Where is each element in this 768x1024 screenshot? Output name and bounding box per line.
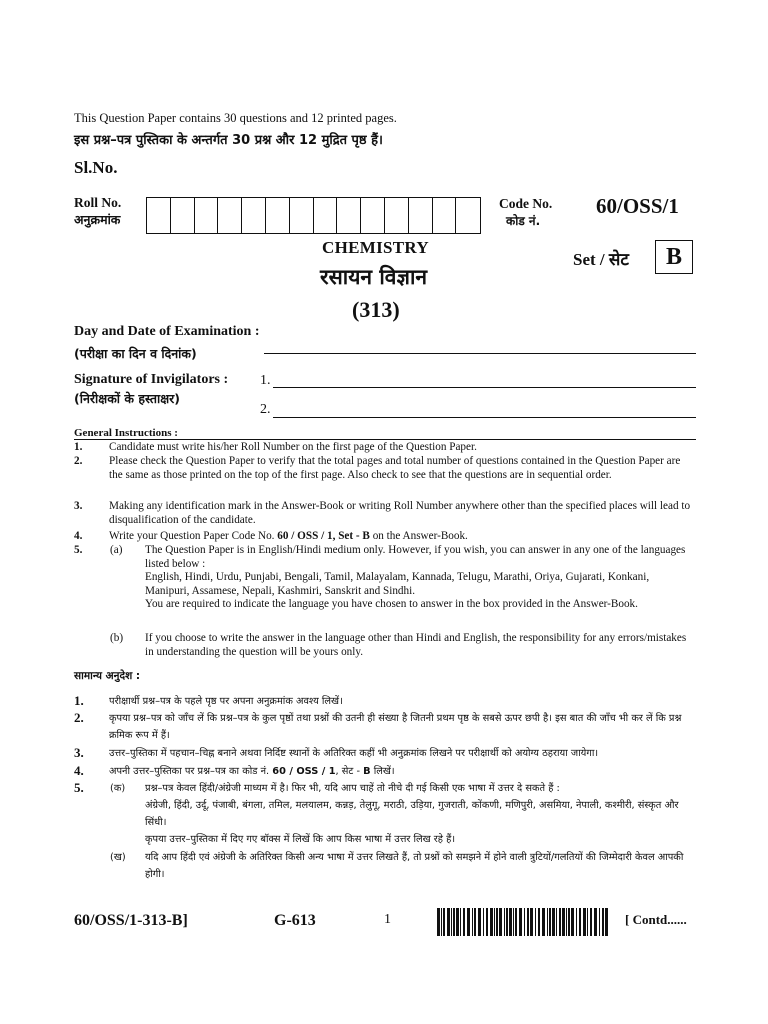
roll-number-box[interactable] bbox=[314, 198, 338, 233]
roll-number-box[interactable] bbox=[456, 198, 480, 233]
instruction-sub-label: (a) bbox=[110, 544, 123, 556]
pages-info-hindi: इस प्रश्न–पत्र पुस्तिका के अन्तर्गत 30 प्रश्न और 12 मुद्रित पृष्ठ हैं। bbox=[74, 133, 383, 148]
roll-number-box[interactable] bbox=[242, 198, 266, 233]
roll-number-label-hindi: अनुक्रमांक bbox=[74, 212, 121, 227]
instruction-number: 4. bbox=[74, 763, 84, 778]
instruction-text: कृपया प्रश्न–पत्र को जाँच लें कि प्रश्न–पत्र के कुल पृष्ठों तथा प्रश्नों की उतनी ही संख्या है जितनी प्रथम पृष्ठ के सबसे ऊपर छपी है। इस बात की जाँच भी कर लें कि प्रश्न क्रमिक रूप में हैं। bbox=[109, 713, 682, 741]
hindi-instruction-subitem bbox=[74, 849, 696, 883]
instruction-text: उत्तर–पुस्तिका में पहचान–चिह्न बनाने अथवा निर्दिष्ट स्थानों के अतिरिक्त कहीं भी अनुक्रमांक लिखने पर परीक्षार्थी को अयोग्य ठहराया जायेगा। bbox=[109, 748, 599, 759]
hindi-instructions-title: सामान्य अनुदेश : bbox=[74, 670, 141, 682]
instruction-text: Candidate must write his/her Roll Number on the first page of the Question Paper. bbox=[109, 441, 477, 453]
instruction-sub-label: (क) bbox=[110, 783, 126, 794]
instruction-text: प्रश्न–पत्र केवल हिंदी/अंग्रेजी माध्यम में है। फिर भी, यदि आप चाहें तो नीचे दी गई किसी एक भाषा में उत्तर दे सकते हैं : bbox=[145, 783, 560, 794]
instruction-text-part: Write your Question Paper Code No. bbox=[109, 530, 278, 542]
roll-number-box[interactable] bbox=[171, 198, 195, 233]
instruction-text bbox=[109, 530, 696, 544]
general-instructions-divider bbox=[74, 439, 696, 440]
subject-title-hindi: रसायन विज्ञान bbox=[320, 265, 428, 289]
roll-number-label: Roll No. bbox=[74, 195, 122, 210]
instruction-text: यदि आप हिंदी एवं अंग्रेजी के अतिरिक्त किसी अन्य भाषा में उत्तर लिखते हैं, तो प्रश्नों को समझने में होने वाली त्रुटियों/गलतियों की जिम्मेदारी केवल आपकी होगी। bbox=[145, 852, 684, 880]
instruction-item bbox=[74, 530, 696, 544]
instruction-number: 3. bbox=[74, 500, 83, 512]
exam-date-label-hindi: (परीक्षा का दिन व दिनांक) bbox=[74, 346, 197, 361]
page-number: 1 bbox=[384, 912, 391, 927]
instruction-text-part: , सेट - bbox=[335, 766, 364, 777]
instruction-number: 5. bbox=[74, 544, 83, 556]
instruction-number: 4. bbox=[74, 530, 83, 542]
signature-1-number: 1. bbox=[260, 373, 271, 388]
set-label: Set / सेट bbox=[573, 250, 629, 269]
instruction-subitem bbox=[74, 544, 696, 612]
instruction-text: Making any identification mark in the Answer-Book or writing Roll Number anywhere other than the specified places will lead to disqualification of the candidate. bbox=[109, 500, 691, 526]
hindi-instruction-item bbox=[74, 693, 696, 710]
hindi-instruction-item bbox=[74, 710, 696, 744]
subject-title-english: CHEMISTRY bbox=[322, 238, 429, 257]
invigilator-signature-label-hindi: (निरीक्षकों के हस्ताक्षर) bbox=[74, 391, 180, 406]
instruction-text: परीक्षार्थी प्रश्न–पत्र के पहले पृष्ठ पर अपना अनुक्रमांक अवश्य लिखें। bbox=[109, 696, 343, 707]
instruction-number: 2. bbox=[74, 455, 83, 467]
roll-number-box[interactable] bbox=[218, 198, 242, 233]
invigilator-signature-label: Signature of Invigilators : bbox=[74, 372, 229, 387]
roll-number-box[interactable] bbox=[290, 198, 314, 233]
paper-code-emphasis: 60 / OSS / 1, Set - B bbox=[277, 530, 370, 542]
instruction-sub-label: (b) bbox=[110, 632, 124, 644]
hindi-instruction-item bbox=[74, 763, 696, 780]
instruction-item bbox=[74, 500, 696, 527]
paper-code-emphasis: 60 / OSS / 1 bbox=[272, 766, 336, 777]
instruction-sub-label: (ख) bbox=[110, 852, 126, 863]
instruction-text-part: लिखें। bbox=[370, 766, 395, 777]
code-number-label-hindi: कोड नं. bbox=[506, 214, 541, 228]
roll-number-box[interactable] bbox=[266, 198, 290, 233]
continued-label: [ Contd...... bbox=[625, 912, 687, 927]
signature-2-line[interactable] bbox=[273, 417, 696, 418]
hindi-instruction-item bbox=[74, 745, 696, 762]
roll-number-boxes[interactable] bbox=[146, 197, 481, 234]
pages-info-english: This Question Paper contains 30 questions and 12 printed pages. bbox=[74, 111, 397, 125]
instruction-number: 1. bbox=[74, 693, 84, 708]
instruction-number: 3. bbox=[74, 745, 84, 760]
instruction-subitem bbox=[74, 632, 696, 659]
roll-number-box[interactable] bbox=[385, 198, 409, 233]
instruction-number: 2. bbox=[74, 710, 84, 725]
hindi-instruction-subitem bbox=[74, 780, 696, 848]
code-number-label: Code No. bbox=[499, 196, 553, 211]
subject-code: (313) bbox=[352, 297, 400, 322]
footer-g-code: G-613 bbox=[274, 912, 316, 929]
general-instructions-title: General Instructions : bbox=[74, 427, 178, 439]
code-number-value: 60/OSS/1 bbox=[596, 194, 679, 218]
set-value-box: B bbox=[655, 240, 693, 274]
roll-number-box[interactable] bbox=[195, 198, 219, 233]
instruction-text bbox=[109, 763, 696, 780]
roll-number-box[interactable] bbox=[147, 198, 171, 233]
signature-1-line[interactable] bbox=[273, 387, 696, 388]
roll-number-box[interactable] bbox=[337, 198, 361, 233]
instruction-text-part: अपनी उत्तर–पुस्तिका पर प्रश्न–पत्र का कोड नं. bbox=[109, 766, 273, 777]
serial-number-label: Sl.No. bbox=[74, 158, 118, 177]
instruction-text: Please check the Question Paper to verify that the total pages and total number of questions contained in the Question Paper are the same as those printed on the top of the first page. Also check to see that the questions are in sequential order. bbox=[109, 455, 681, 481]
exam-date-line[interactable] bbox=[264, 353, 696, 354]
instruction-text: The Question Paper is in English/Hindi medium only. However, if you wish, you can answer in any one of the languages listed below : bbox=[145, 544, 686, 570]
instruction-text: कृपया उत्तर–पुस्तिका में दिए गए बॉक्स में लिखें कि आप किस भाषा में उत्तर लिख रहे हैं। bbox=[145, 834, 456, 845]
roll-number-box[interactable] bbox=[361, 198, 385, 233]
instruction-text: If you choose to write the answer in the language other than Hindi and English, the responsibility for any errors/mistakes in understanding the question will be yours only. bbox=[145, 632, 687, 658]
barcode-icon bbox=[437, 908, 609, 936]
exam-date-label: Day and Date of Examination : bbox=[74, 324, 260, 339]
instruction-text: You are required to indicate the language you have chosen to answer in the box provided in the Answer-Book. bbox=[145, 598, 638, 610]
instruction-text: English, Hindi, Urdu, Punjabi, Bengali, Tamil, Malayalam, Kannada, Telugu, Marathi, Oriya, Gujarati, Konkani, Manipuri, Assamese, Nepali, Kashmiri, Sanskrit and Sindhi. bbox=[145, 571, 650, 597]
signature-2-number: 2. bbox=[260, 402, 271, 417]
instruction-item bbox=[74, 455, 696, 482]
set-emphasis: B bbox=[363, 766, 371, 777]
instruction-item bbox=[74, 441, 696, 455]
instruction-number: 1. bbox=[74, 441, 83, 453]
instruction-text-part: on the Answer-Book. bbox=[369, 530, 468, 542]
roll-number-box[interactable] bbox=[433, 198, 457, 233]
instruction-number: 5. bbox=[74, 780, 84, 795]
footer-paper-code: 60/OSS/1-313-B] bbox=[74, 912, 188, 929]
instruction-text: अंग्रेजी, हिंदी, उर्दू, पंजाबी, बंगला, तमिल, मलयालम, कन्नड़, तेलुगू, मराठी, उड़िया, गुजराती, कोंकणी, मणिपुरी, असमिया, नेपाली, कश्मीरी, संस्कृत और सिंधी। bbox=[145, 800, 679, 828]
roll-number-box[interactable] bbox=[409, 198, 433, 233]
